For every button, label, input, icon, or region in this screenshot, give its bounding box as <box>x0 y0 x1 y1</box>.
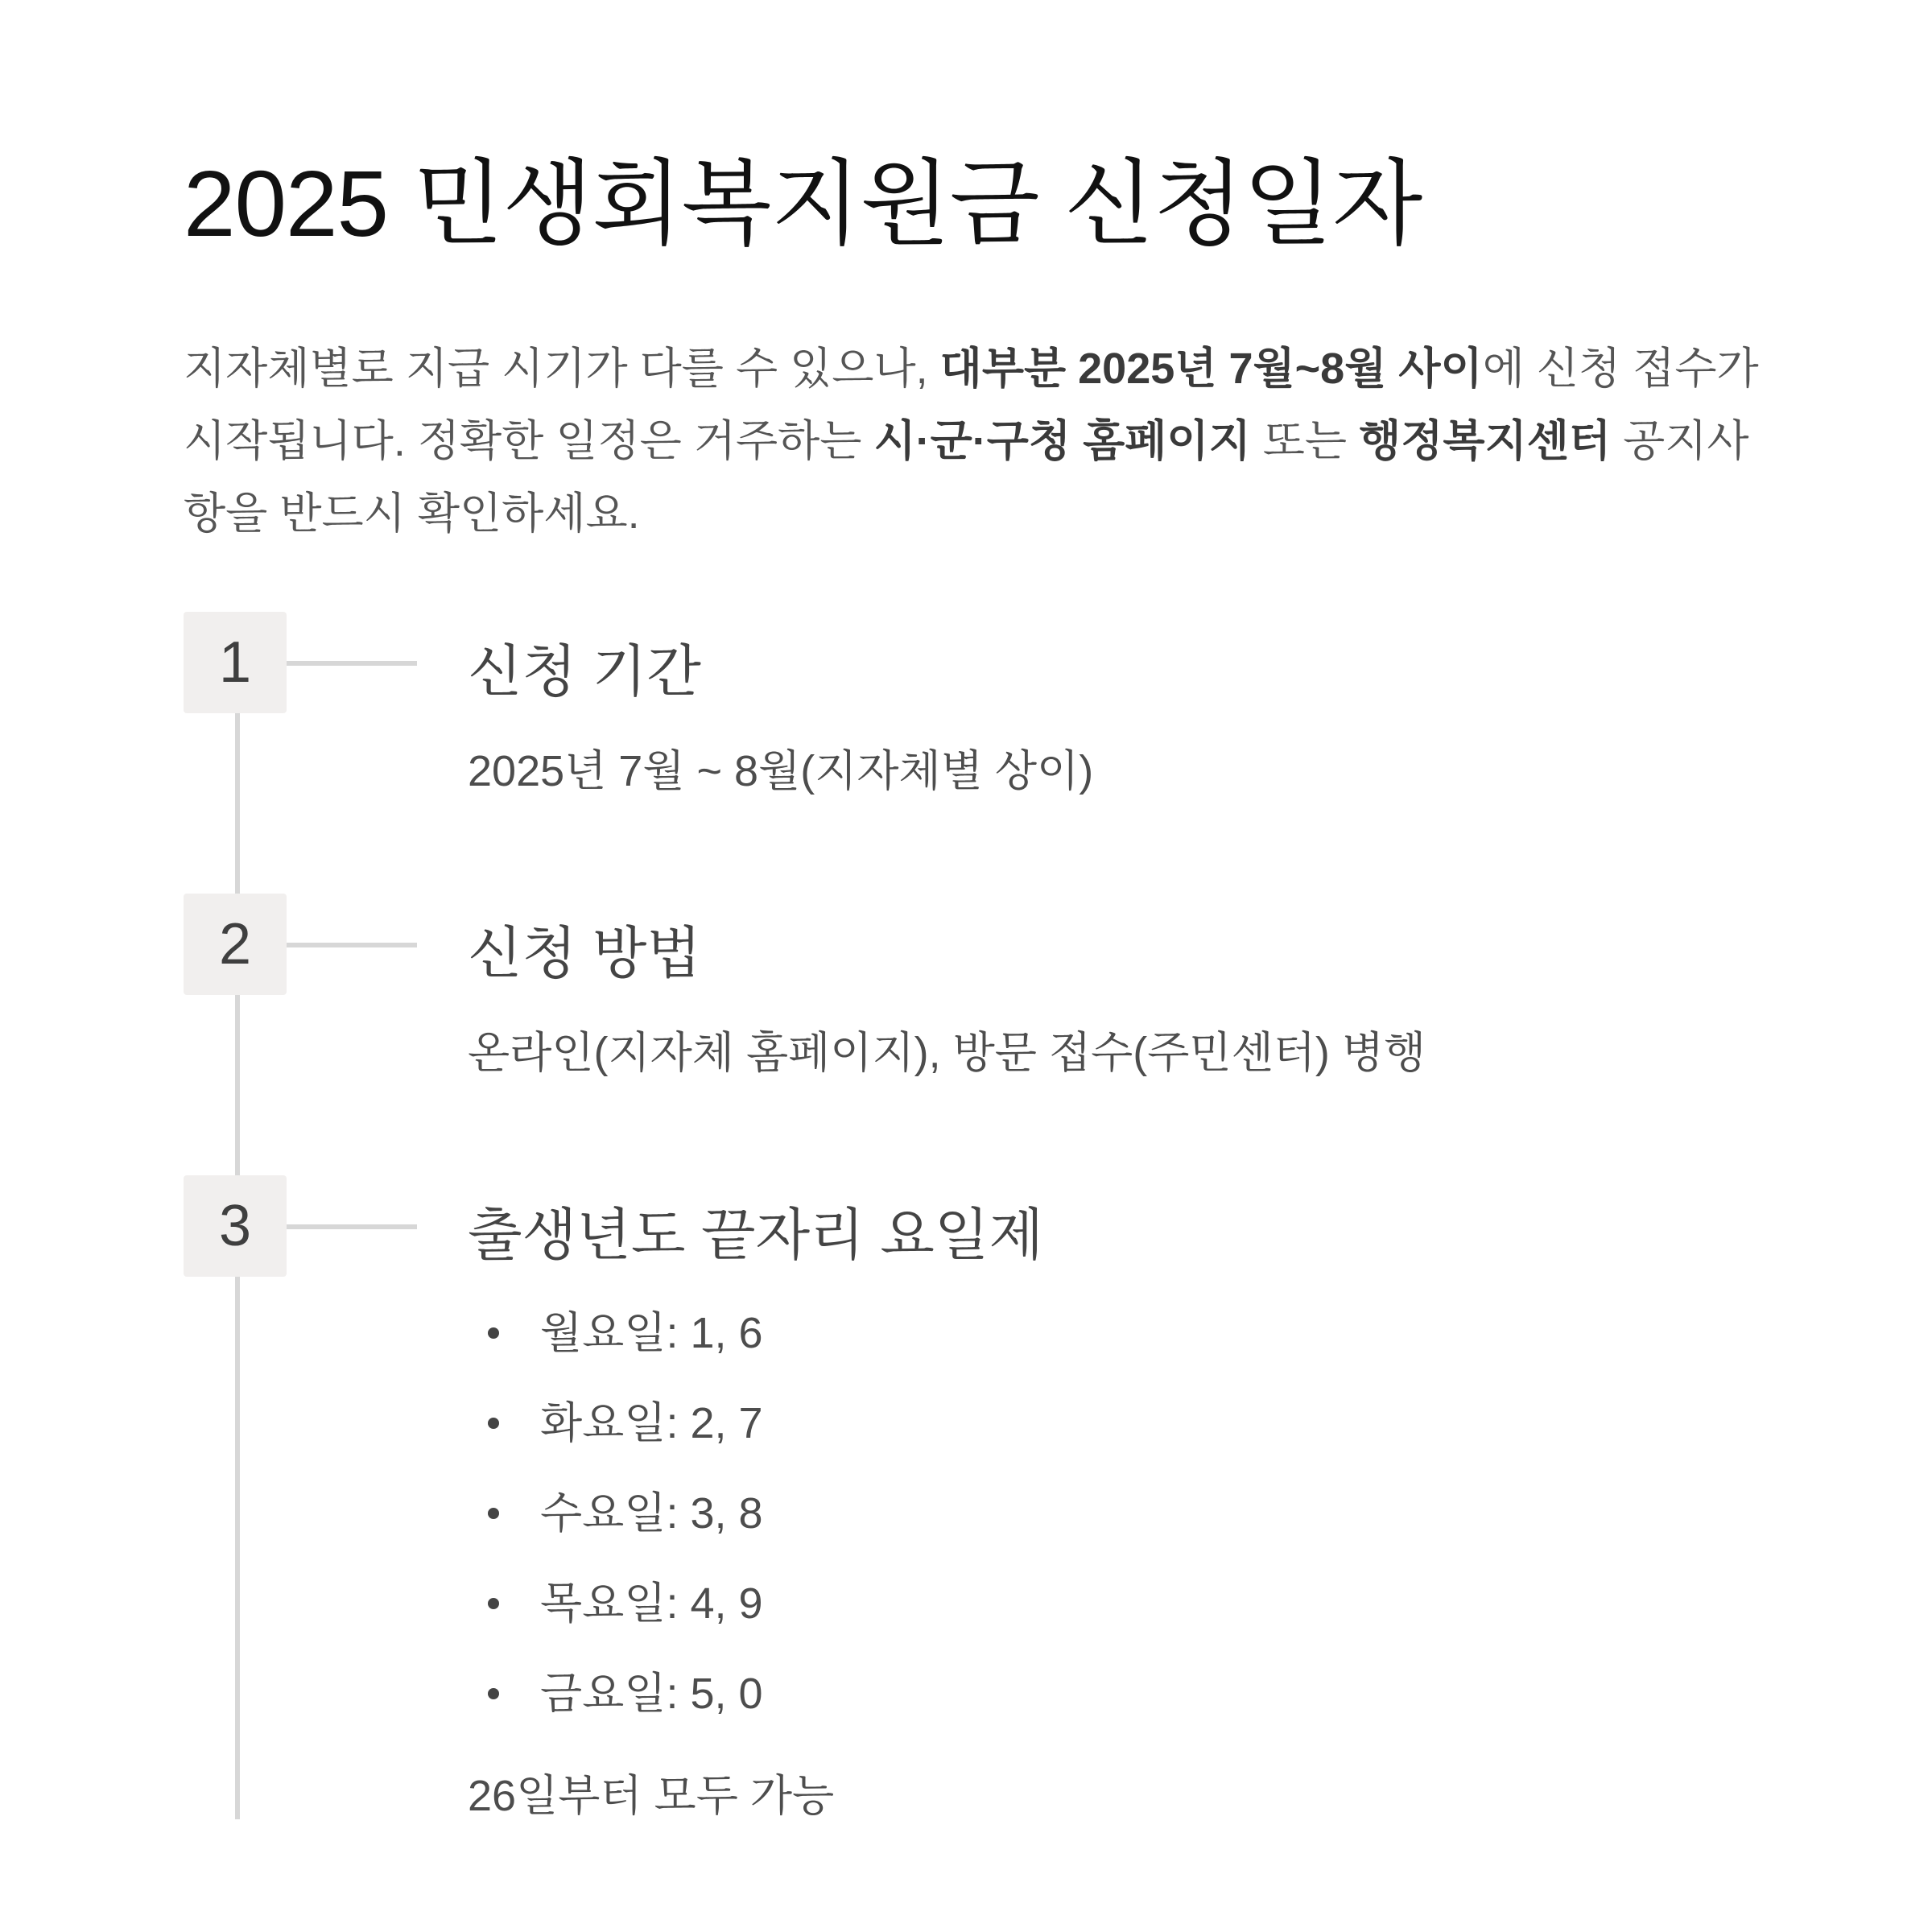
step-description: 2025년 7월 ~ 8월(지자체별 상이) <box>468 747 1094 795</box>
step-number-badge: 3 <box>184 1175 287 1277</box>
list-item <box>468 1558 763 1649</box>
step-heading: 신청 방법 <box>468 922 701 985</box>
step-note: 26일부터 모두 가능 <box>468 1772 835 1820</box>
intro-text: 또는 <box>1250 417 1360 465</box>
intro-emphasis-center: 행정복지센터 <box>1359 417 1612 465</box>
step-number-badge: 1 <box>184 612 287 713</box>
step-heading: 출생년도 끝자리 요일제 <box>468 1203 1044 1266</box>
step-heading: 신청 기간 <box>468 640 701 703</box>
list-item-text: 화요일: 2, 7 <box>540 1399 763 1447</box>
step-number-badge: 2 <box>184 894 287 995</box>
list-item <box>468 1468 763 1558</box>
bullet-icon <box>488 1508 499 1519</box>
intro-text: 공지사항을 반드시 확인하세요. <box>184 417 1749 538</box>
step-connector <box>287 943 417 947</box>
step-connector <box>287 1224 417 1229</box>
bullet-icon <box>488 1327 499 1339</box>
list-item <box>468 1288 763 1378</box>
step-connector <box>287 661 417 666</box>
intro-paragraph <box>184 332 1777 550</box>
intro-emphasis-homepage: 시·군·구청 홈페이지 <box>873 417 1251 465</box>
step-description: 온라인(지자체 홈페이지), 방문 접수(주민센터) 병행 <box>468 1029 1426 1077</box>
list-item-text: 금요일: 5, 0 <box>540 1670 763 1718</box>
bullet-icon <box>488 1688 499 1699</box>
list-item-text: 수요일: 3, 8 <box>540 1489 763 1538</box>
bullet-icon <box>488 1418 499 1429</box>
weekday-list <box>468 1288 763 1739</box>
list-item-text: 목요일: 4, 9 <box>540 1579 763 1628</box>
list-item <box>468 1378 763 1468</box>
list-item-text: 월요일: 1, 6 <box>540 1309 763 1357</box>
intro-text: 지자체별로 지급 시기가 다를 수 있으나, <box>184 345 940 393</box>
intro-text: 에 신청 접수가 시작됩니다. 정확한 일정은 거주하는 <box>184 345 1759 465</box>
intro-emphasis-period: 대부분 2025년 7월~8월 사이 <box>939 345 1483 393</box>
page-content <box>184 0 1794 1932</box>
bullet-icon <box>488 1598 499 1609</box>
list-item <box>468 1649 763 1739</box>
page-title: 2025 민생회복지원금 신청일자 <box>184 151 1422 256</box>
